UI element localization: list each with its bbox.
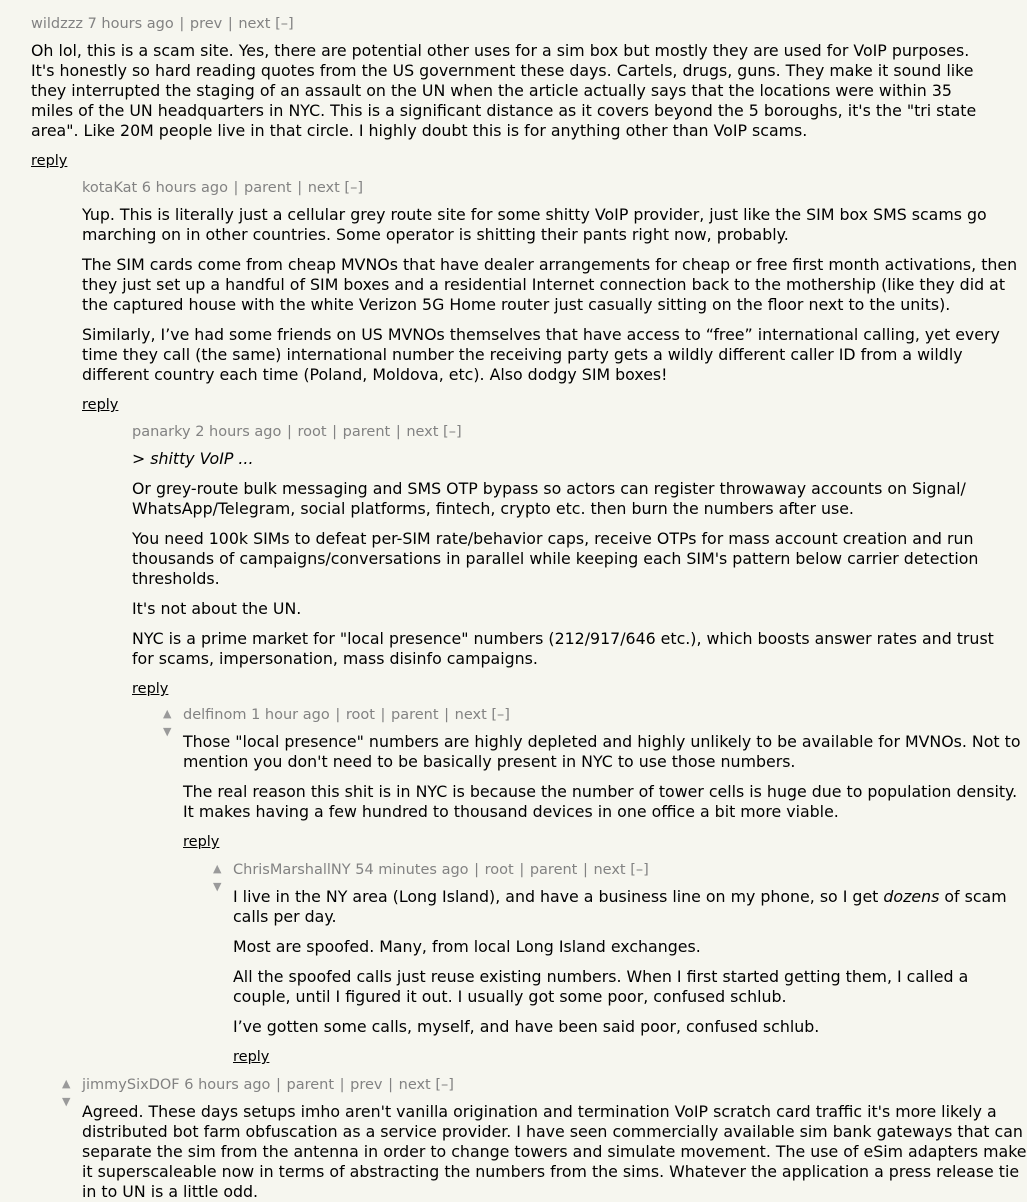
separator: | (474, 862, 480, 878)
separator: | (388, 1077, 394, 1093)
comment-panarky (0, 422, 994, 699)
timestamp-link[interactable]: 6 hours ago (184, 1077, 271, 1093)
text-segment: of scam calls per day. (233, 887, 1007, 926)
separator: | (179, 16, 185, 32)
next-link[interactable]: next (307, 180, 340, 196)
next-link[interactable]: next (398, 1077, 431, 1093)
comment-header (132, 422, 987, 442)
root-link[interactable]: root (484, 862, 514, 878)
username-link[interactable]: ChrisMarshallNY (233, 862, 351, 878)
comment-paragraph: The SIM cards come from cheap MVNOs that have dealer arrangements for cheap or free first month activations, then they just set up a handful of SIM boxes and a residential Internet connection back to the mothership (like they did at the captured house with the white Verizon 5G Home router just casually sitting on the floor next to the units). (82, 255, 1018, 314)
comment-paragraph: Most are spoofed. Many, from local Long Island exchanges. (233, 937, 701, 956)
downvote-arrow-icon[interactable]: ▼ (62, 1095, 71, 1108)
comment-paragraph: The real reason this shit is in NYC is because the number of tower cells is huge due to population density. It makes having a few hundred to thousand devices in one office a bit more viable. (183, 782, 1018, 821)
next-link[interactable]: next (593, 862, 626, 878)
comment-header (183, 705, 987, 725)
timestamp-link[interactable]: 7 hours ago (87, 16, 174, 32)
separator: | (519, 862, 525, 878)
comment-paragraph: NYC is a prime market for "local presence" numbers (212/917/646 etc.), which boosts answer rates and trust for scams, impersonation, mass disinfo campaigns. (132, 629, 994, 668)
comment-header (82, 1075, 987, 1095)
parent-link[interactable]: parent (342, 424, 391, 440)
comment-paragraph: Those "local presence" numbers are highly depleted and highly unlikely to be available for MVNOs. Not to mention you don't need to be basically present in NYC to use those numbers. (183, 732, 1021, 771)
comment-paragraph: It's not about the UN. (132, 599, 302, 618)
text-segment: I live in the NY area (Long Island), and have a business line on my phone, so I get (233, 887, 884, 906)
collapse-toggle[interactable]: [–] (630, 862, 649, 878)
comment-kotaKat (0, 178, 1018, 415)
collapse-toggle[interactable]: [–] (344, 180, 363, 196)
next-link[interactable]: next (454, 707, 487, 723)
separator: | (582, 862, 588, 878)
comment-paragraph: All the spoofed calls just reuse existing numbers. When I first started getting them, I called a couple, until I figured it out. I usually got some poor, confused schlub. (233, 967, 969, 1006)
reply-link[interactable]: reply (31, 153, 68, 169)
timestamp-link[interactable]: 1 hour ago (251, 707, 330, 723)
separator: | (335, 707, 341, 723)
next-link[interactable]: next (406, 424, 439, 440)
reply-link[interactable]: reply (183, 834, 220, 850)
reply-link[interactable]: reply (233, 1049, 270, 1065)
comment-paragraph: I’ve gotten some calls, myself, and have been said poor, confused schlub. (233, 1017, 820, 1036)
next-link[interactable]: next (238, 16, 271, 32)
upvote-arrow-icon[interactable]: ▲ (213, 862, 222, 875)
username-link[interactable]: wildzzz (31, 16, 83, 32)
username-link[interactable]: kotaKat (82, 180, 138, 196)
comment-paragraph: Similarly, I’ve had some friends on US MVNOs themselves that have access to “free” international calling, yet every time they call (the same) international number the receiving party gets a wildly different caller ID from a wildly different country each time (Poland, Moldova, etc). Also dodgy SIM boxes! (82, 325, 1000, 384)
separator: | (395, 424, 401, 440)
collapse-toggle[interactable]: [–] (435, 1077, 454, 1093)
comment-text (183, 732, 1021, 822)
downvote-arrow-icon[interactable]: ▼ (213, 880, 222, 893)
collapse-toggle[interactable]: [–] (275, 16, 294, 32)
comment-text (233, 887, 1007, 1037)
comment-text (132, 449, 994, 669)
comment-header (31, 14, 987, 34)
prev-link[interactable]: prev (189, 16, 223, 32)
comment-delfinom (0, 705, 1021, 852)
collapse-toggle[interactable]: [–] (491, 707, 510, 723)
parent-link[interactable]: parent (244, 180, 292, 196)
comment-paragraph: Oh lol, this is a scam site. Yes, there are potential other uses for a sim box but mostly they are used for VoIP purposes. It's honestly so hard reading quotes from the US government these days. Cartels, drugs, guns. They make it sound like they interrupted the staging of an assault on the UN when the article actually says that the locations were within 35 miles of the UN headquarters in NYC. This is a significant distance as it covers beyond the 5 boroughs, it's the "tri state area". Like 20M people live in that circle. I highly doubt this is for anything other than VoIP scams. (31, 41, 977, 140)
separator: | (286, 424, 292, 440)
comment-paragraph: Agreed. These days setups imho aren't vanilla origination and termination VoIP scratch card traffic it's more likely a distributed bot farm obfuscation as a service provider. I have seen commercially available sim bank gateways that can separate the sim from the antenna in order to change towers and simulate movement. The use of eSim adapters make it superscaleable now in terms of abstracting the numbers from the sims. Whatever the application a press release tie in to UN is a little odd. (82, 1102, 1027, 1201)
comment-paragraph: Or grey-route bulk messaging and SMS OTP bypass so actors can register throwaway accounts on Signal/ WhatsApp/Telegram, social platforms, fintech, crypto etc. then burn the numbers after use. (132, 479, 966, 518)
downvote-arrow-icon[interactable]: ▼ (163, 725, 172, 738)
separator: | (444, 707, 450, 723)
comment-text (82, 1102, 1027, 1202)
root-link[interactable]: root (345, 707, 375, 723)
username-link[interactable]: panarky (132, 424, 191, 440)
reply-link[interactable]: reply (132, 681, 169, 697)
username-link[interactable]: jimmySixDOF (82, 1077, 180, 1093)
root-link[interactable]: root (297, 424, 327, 440)
reply-link[interactable]: reply (82, 397, 119, 413)
quoted-text: > shitty VoIP ... (132, 449, 254, 468)
timestamp-link[interactable]: 2 hours ago (195, 424, 282, 440)
parent-link[interactable]: parent (529, 862, 578, 878)
comment-jimmySixDOF (0, 1075, 1027, 1202)
separator: | (380, 707, 386, 723)
comment-paragraph: You need 100k SIMs to defeat per-SIM rate/behavior caps, receive OTPs for mass account creation and run thousands of campaigns/conversations in parallel while keeping each SIM's pattern below carrier detection thresholds. (132, 529, 979, 588)
timestamp-link[interactable]: 54 minutes ago (355, 862, 469, 878)
emphasized-text: dozens (883, 887, 940, 906)
username-link[interactable]: delfinom (183, 707, 247, 723)
comment-text (31, 41, 987, 141)
comment-wildzzz (0, 14, 987, 171)
separator: | (297, 180, 303, 196)
separator: | (332, 424, 338, 440)
separator: | (276, 1077, 281, 1093)
comment-ChrisMarshallNY (0, 860, 1007, 1067)
parent-link[interactable]: parent (391, 707, 439, 723)
collapse-toggle[interactable]: [–] (443, 424, 462, 440)
comment-paragraph (233, 887, 1007, 927)
parent-link[interactable]: parent (286, 1077, 335, 1093)
separator: | (339, 1077, 345, 1093)
upvote-arrow-icon[interactable]: ▲ (163, 707, 172, 720)
comment-text (82, 205, 1018, 385)
prev-link[interactable]: prev (350, 1077, 383, 1093)
comment-header (233, 860, 987, 880)
comment-header (82, 178, 987, 198)
separator: | (227, 16, 233, 32)
separator: | (233, 180, 239, 196)
timestamp-link[interactable]: 6 hours ago (141, 180, 228, 196)
comment-paragraph: Yup. This is literally just a cellular grey route site for some shitty VoIP provider, just like the SIM box SMS scams go marching on in other countries. Some operator is shitting their pants right now, probably. (82, 205, 987, 244)
upvote-arrow-icon[interactable]: ▲ (62, 1077, 71, 1090)
